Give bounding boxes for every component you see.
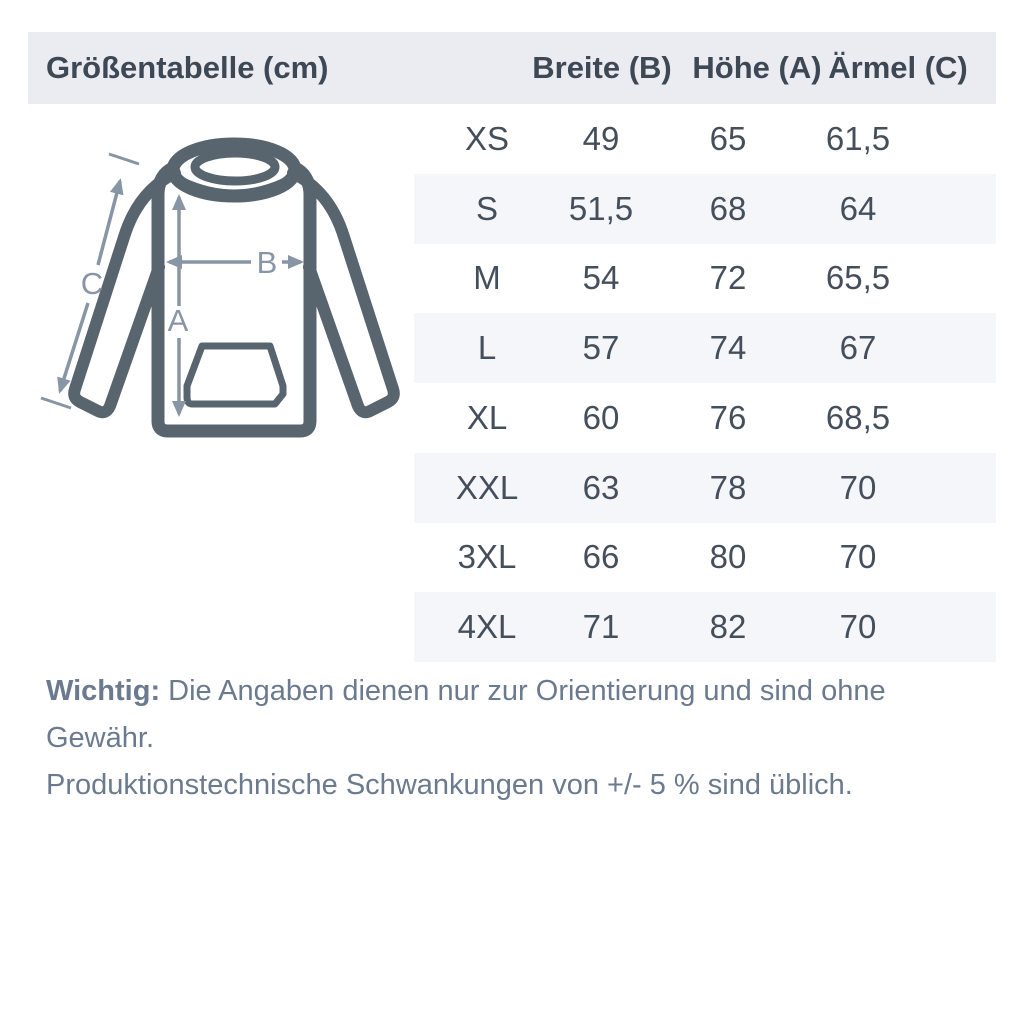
cell-breite: 71	[582, 608, 620, 646]
cell-hoehe: 76	[709, 398, 747, 436]
note-line-2: Produktionstechnische Schwankungen von +/- 5 % sind üblich.	[46, 769, 853, 801]
cell-aermel: 65,5	[825, 259, 891, 297]
table-header-band	[28, 32, 996, 104]
table-row	[414, 592, 996, 662]
table-row	[414, 523, 996, 593]
note-label: Wichtig:	[46, 675, 161, 707]
size-table	[414, 104, 996, 662]
cell-breite: 66	[582, 538, 620, 576]
cell-aermel: 70	[839, 538, 877, 576]
table-row	[414, 244, 996, 314]
cell-breite: 49	[582, 119, 620, 157]
cell-aermel: 64	[839, 189, 877, 227]
table-row	[414, 104, 996, 174]
note-line1-text: Die Angaben dienen nur zur Orientierung und sind ohne Gewähr.	[46, 675, 886, 754]
cell-breite: 54	[582, 259, 620, 297]
cell-aermel: 67	[839, 329, 877, 367]
important-note	[46, 668, 976, 809]
cell-breite: 51,5	[568, 189, 634, 227]
cell-breite: 63	[582, 468, 620, 506]
cell-aermel: 70	[839, 468, 877, 506]
measure-label-a: A	[167, 303, 189, 338]
table-row	[414, 313, 996, 383]
note-line-1	[46, 668, 976, 762]
cell-aermel: 61,5	[825, 119, 891, 157]
table-row	[414, 174, 996, 244]
cell-hoehe: 80	[709, 538, 747, 576]
cell-hoehe: 74	[709, 329, 747, 367]
cap-c-bottom	[41, 398, 71, 408]
cell-size: M	[473, 259, 501, 297]
column-header-hoehe: Höhe (A)	[692, 50, 822, 85]
cell-hoehe: 82	[709, 608, 747, 646]
cell-hoehe: 68	[709, 189, 747, 227]
cell-breite: 60	[582, 398, 620, 436]
pocket	[187, 346, 283, 404]
page-title: Größentabelle (cm)	[46, 50, 329, 85]
table-row	[414, 453, 996, 523]
cell-hoehe: 78	[709, 468, 747, 506]
column-header-breite: Breite (B)	[532, 50, 672, 85]
cell-size: XXL	[455, 468, 519, 506]
table-row	[414, 383, 996, 453]
cell-size: XS	[464, 119, 510, 157]
cell-hoehe: 65	[709, 119, 747, 157]
column-header-aermel: Ärmel (C)	[828, 50, 968, 85]
measure-label-c: C	[80, 266, 104, 301]
cell-aermel: 68,5	[825, 398, 891, 436]
cell-aermel: 70	[839, 608, 877, 646]
cell-size: L	[477, 329, 497, 367]
cap-c-top	[109, 154, 139, 164]
measure-label-b: B	[256, 245, 278, 280]
cell-size: XL	[466, 398, 508, 436]
cell-breite: 57	[582, 329, 620, 367]
hoodie-diagram	[35, 125, 435, 475]
cell-hoehe: 72	[709, 259, 747, 297]
hoodie-outline	[74, 144, 394, 431]
hood-inner	[195, 153, 275, 181]
cell-size: 3XL	[457, 538, 517, 576]
cell-size: S	[475, 189, 499, 227]
cell-size: 4XL	[457, 608, 517, 646]
